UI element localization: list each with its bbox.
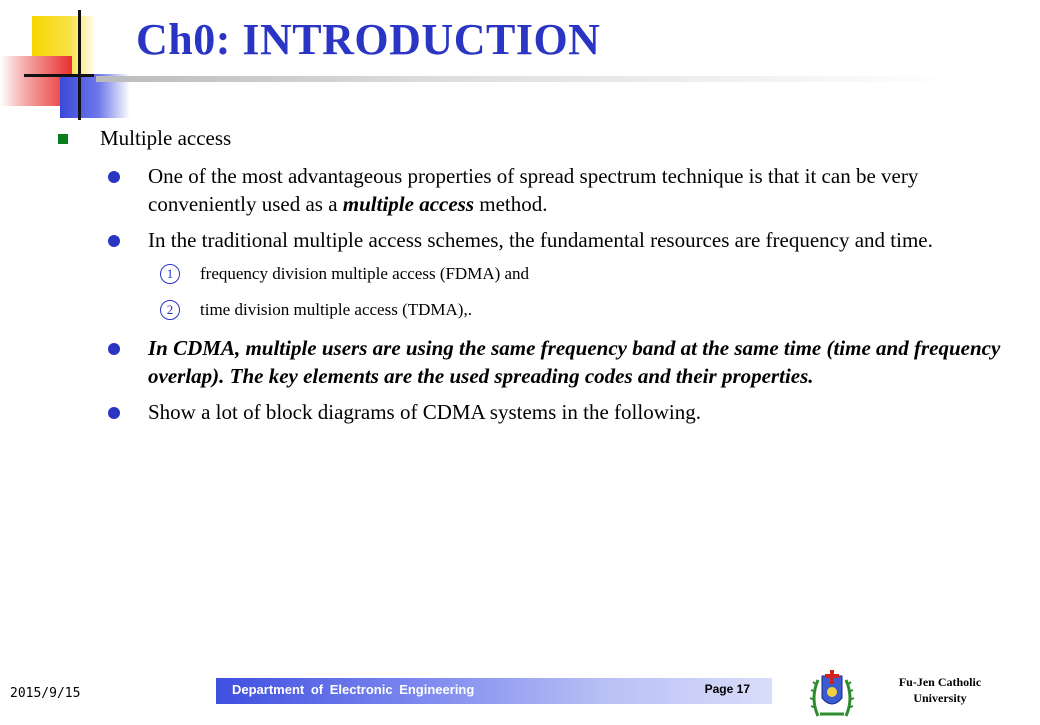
circled-number-icon: 1 [160, 264, 180, 284]
footer-bar [216, 678, 772, 704]
slide-content [56, 124, 1006, 434]
bullet-text: In CDMA, multiple users are using the same frequency band at the same time (time and frequency overlap). The key elements are the used spreading codes and their properties. [148, 336, 1001, 388]
round-bullet-icon [108, 343, 120, 355]
round-bullet-icon [108, 171, 120, 183]
topic-item [56, 124, 1006, 152]
bullet-text: One of the most advantageous properties of spread spectrum technique is that it can be very conveniently used as a multiple access method. [148, 164, 919, 216]
slide-title: Ch0: INTRODUCTION [136, 15, 601, 64]
sub-item-text: frequency division multiple access (FDMA) and [200, 264, 530, 283]
circled-number-icon: 2 [160, 300, 180, 320]
topic-text: Multiple access [100, 126, 232, 150]
bullet-item [56, 398, 1006, 426]
decor-vertical-line [78, 10, 81, 120]
page-number: Page 17 [704, 682, 750, 696]
square-bullet-icon [58, 134, 68, 144]
title-underline [96, 76, 956, 82]
bullet-item [56, 226, 1006, 254]
sub-item [56, 298, 1006, 322]
sub-item-text: time division multiple access (TDMA),. [200, 300, 472, 319]
emphasis-text: multiple access [342, 192, 475, 216]
bullet-item [56, 334, 1006, 390]
department-name: Department of Electronic Engineering [232, 682, 475, 697]
university-name: Fu-Jen Catholic University [898, 675, 982, 705]
footer-date: 2015/9/15 [10, 686, 81, 701]
fu-jen-crest-icon [808, 668, 856, 720]
sub-item [56, 262, 1006, 286]
round-bullet-icon [108, 235, 120, 247]
round-bullet-icon [108, 407, 120, 419]
bullet-text: In the traditional multiple access schemes, the fundamental resources are frequency and time. [148, 228, 933, 252]
bullet-item [56, 162, 1006, 218]
decor-horizontal-line [24, 74, 94, 77]
bullet-text: Show a lot of block diagrams of CDMA systems in the following. [148, 400, 701, 424]
